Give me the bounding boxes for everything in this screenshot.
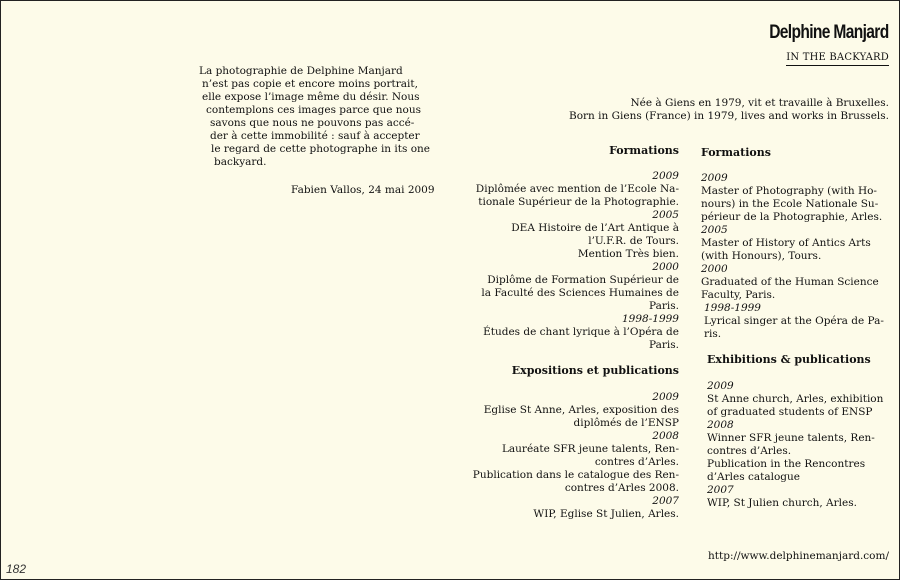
entry-year: 2007 xyxy=(707,484,734,496)
entry-text: Diplôme de Formation Supérieur de xyxy=(487,274,679,286)
website-link[interactable]: http://www.delphinemanjard.com/ xyxy=(708,550,889,562)
entry-text: of graduated students of ENSP xyxy=(707,406,873,418)
entry-year: 2008 xyxy=(707,419,734,431)
quote-line: backyard. xyxy=(214,156,267,168)
entry-text: la Faculté des Sciences Humaines de xyxy=(481,287,679,299)
entry-text: WIP, St Julien church, Arles. xyxy=(707,497,857,509)
quote-line: elle expose l’image même du désir. Nous xyxy=(202,91,420,103)
entry-text: contres d’Arles. xyxy=(707,445,792,457)
entry-text: Lauréate SFR jeune talents, Ren- xyxy=(501,443,679,455)
entry-year: 2005 xyxy=(701,224,728,236)
entry-year: 2008 xyxy=(652,430,679,442)
entry-text: d’Arles catalogue xyxy=(707,471,800,483)
entry-text: contres d’Arles 2008. xyxy=(564,482,679,494)
quote-line: savons que nous ne pouvons pas accé- xyxy=(210,117,415,129)
page-number: 182 xyxy=(6,562,27,576)
entry-text: Winner SFR jeune talents, Ren- xyxy=(707,432,875,444)
entry-text: (with Honours), Tours. xyxy=(701,250,822,262)
entry-year: 2009 xyxy=(652,391,679,403)
fr-expo-heading: Expositions et publications xyxy=(511,364,679,377)
entry-text: St Anne church, Arles, exhibition xyxy=(707,393,884,405)
entry-text: Publication dans le catalogue des Ren- xyxy=(472,469,679,481)
entry-text: périeur de la Photographie, Arles. xyxy=(701,211,883,223)
quote-line: La photographie de Delphine Manjard xyxy=(199,65,403,77)
entry-text: Faculty, Paris. xyxy=(701,289,776,301)
biography xyxy=(569,97,889,123)
quote-line: contemplons ces images parce que nous xyxy=(206,104,422,116)
entry-text: Master of Photography (with Ho- xyxy=(701,185,877,197)
entry-year: 2000 xyxy=(701,263,728,275)
entry-text: ris. xyxy=(704,328,722,340)
artist-name: Delphine Manjard xyxy=(769,22,889,43)
entry-year: 2005 xyxy=(652,209,679,221)
entry-text: Études de chant lyrique à l’Opéra de xyxy=(483,326,679,338)
fr-column xyxy=(469,144,679,521)
fr-formations-heading: Formations xyxy=(609,144,679,157)
en-expo-list xyxy=(701,380,891,510)
entry-year: 2009 xyxy=(701,172,728,184)
entry-text: tionale Supérieur de la Photographie. xyxy=(478,196,679,208)
entry-text: Lyrical singer at the Opéra de Pa- xyxy=(704,315,884,327)
entry-text: contres d’Arles. xyxy=(594,456,679,468)
entry-year: 2009 xyxy=(652,170,679,182)
entry-text: Paris. xyxy=(649,300,679,312)
entry-year: 1998-1999 xyxy=(704,302,761,314)
en-expo-heading: Exhibitions & publications xyxy=(707,353,871,366)
entry-text: WIP, Eglise St Julien, Arles. xyxy=(533,508,679,520)
series-title: IN THE BACKYARD xyxy=(786,51,889,66)
entry-year: 2009 xyxy=(707,380,734,392)
quote-line: le regard de cette photographe in its one xyxy=(211,143,431,155)
entry-text: diplômés de l’ENSP xyxy=(573,417,679,429)
quote-block xyxy=(197,65,431,169)
entry-text: DEA Histoire de l’Art Antique à xyxy=(511,222,679,234)
quote-author: Fabien Vallos, 24 mai 2009 xyxy=(291,184,435,196)
en-formations-heading: Formations xyxy=(701,146,771,159)
entry-year: 2000 xyxy=(652,261,679,273)
entry-text: Diplômée avec mention de l’Ecole Na- xyxy=(475,183,679,195)
bio-en: Born in Giens (France) in 1979, lives and works in Brussels. xyxy=(569,110,889,122)
entry-text: Master of History of Antics Arts xyxy=(701,237,871,249)
entry-text: Paris. xyxy=(649,339,679,351)
entry-text: Graduated of the Human Science xyxy=(701,276,879,288)
entry-text: nours) in the Ecole Nationale Su- xyxy=(701,198,879,210)
entry-year: 1998-1999 xyxy=(622,313,679,325)
quote-line: n’est pas copie et encore moins portrait, xyxy=(202,78,418,90)
entry-text: Eglise St Anne, Arles, exposition des xyxy=(483,404,679,416)
entry-year: 2007 xyxy=(652,495,679,507)
bio-fr: Née à Giens en 1979, vit et travaille à Bruxelles. xyxy=(630,97,889,109)
entry-text: Mention Très bien. xyxy=(577,248,679,260)
quote-line: der à cette immobilité : sauf à accepter xyxy=(210,130,420,142)
entry-text: l’U.F.R. de Tours. xyxy=(588,235,679,247)
entry-text: Publication in the Rencontres xyxy=(707,458,866,470)
en-column xyxy=(701,146,891,510)
